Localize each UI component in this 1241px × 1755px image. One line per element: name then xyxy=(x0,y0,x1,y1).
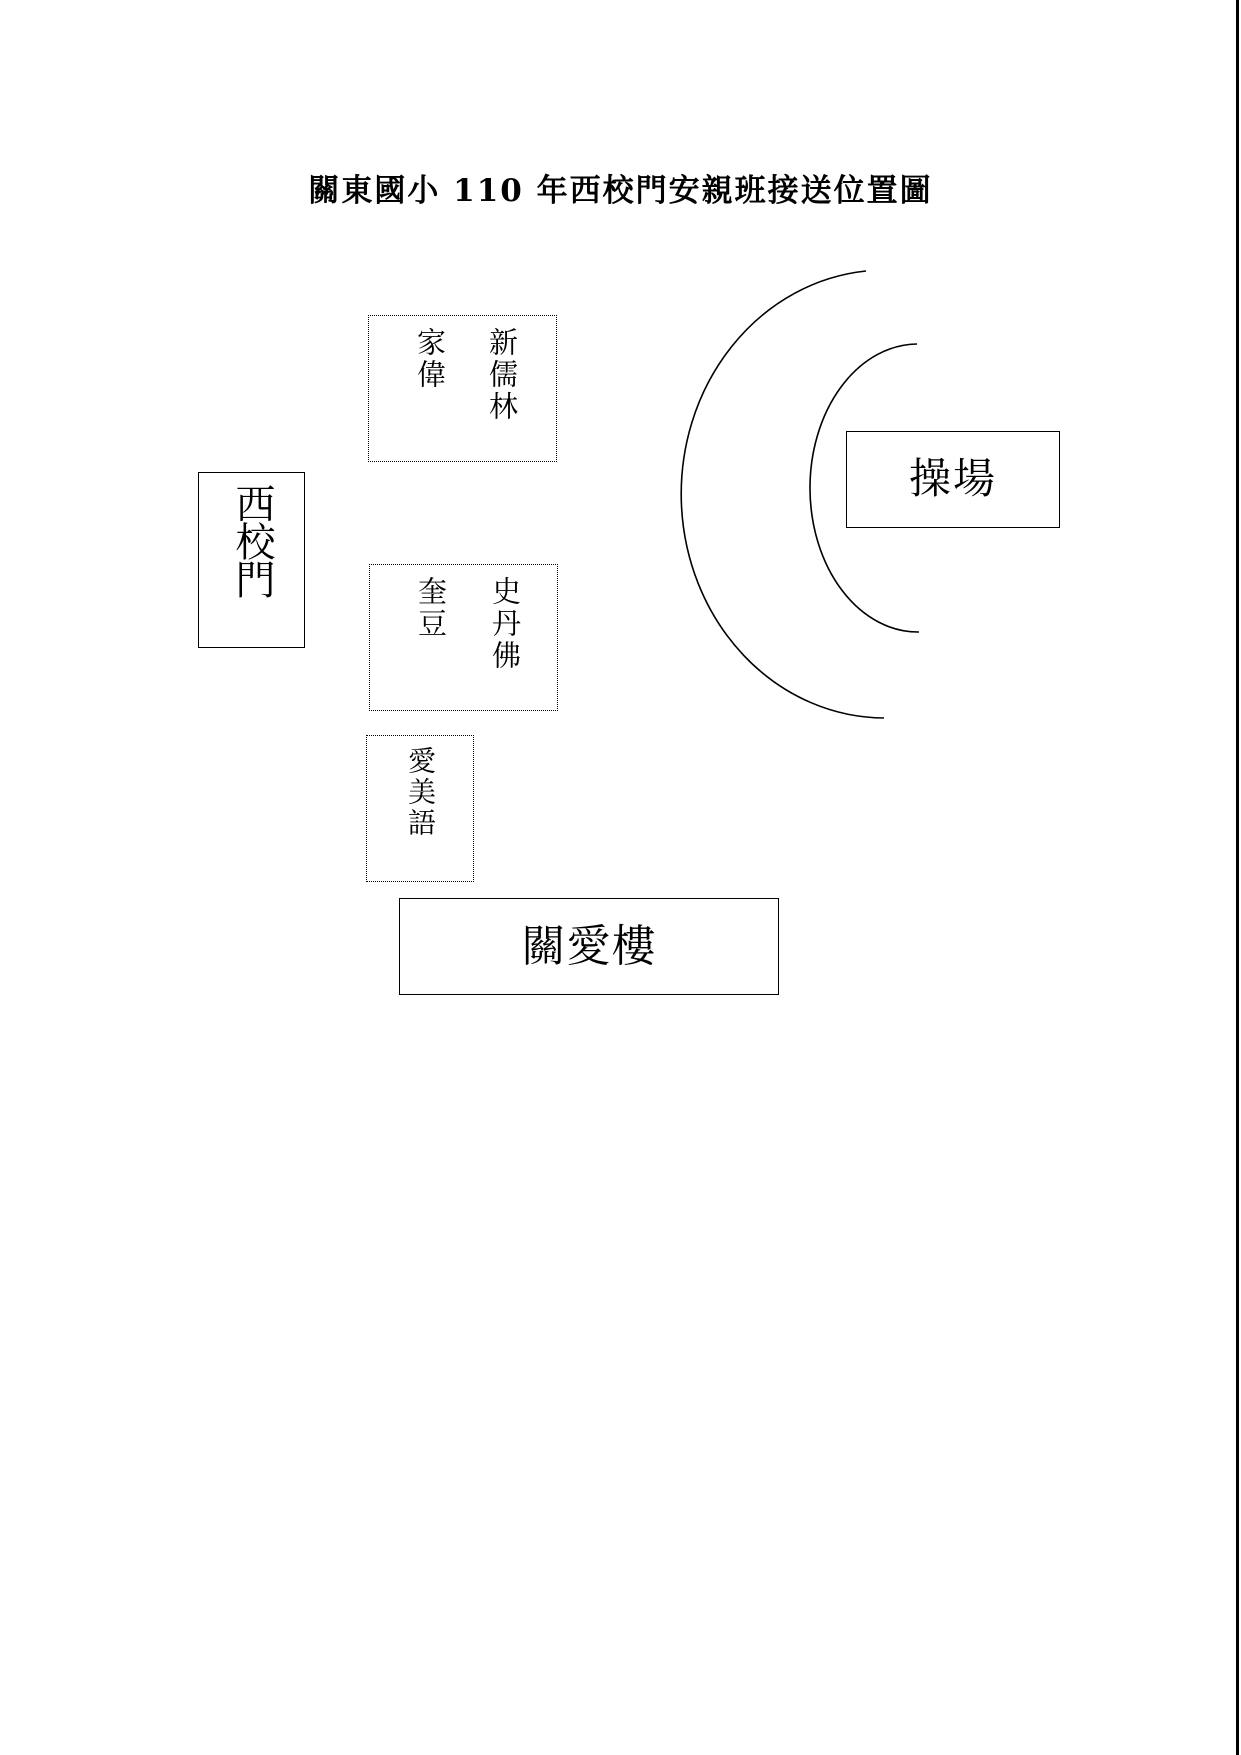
inner-track-arc xyxy=(810,344,919,632)
west-gate-label: 西校門 xyxy=(229,483,275,597)
pickup-zone-bottom-name: 愛美語 xyxy=(404,746,437,839)
pickup-zone-middle-right-name: 史丹佛 xyxy=(488,576,522,672)
pickup-zone-middle-left-name: 奎豆 xyxy=(414,576,448,640)
pickup-zone-top-right-name: 新儒林 xyxy=(485,327,519,423)
outer-track-arc xyxy=(681,271,884,718)
playground-label: 操場 xyxy=(908,454,997,503)
page-title: 關東國小 110 年西校門安親班接送位置圖 xyxy=(308,173,933,209)
pickup-zone-top-left-name: 家偉 xyxy=(413,327,447,391)
guanai-building-label: 關愛樓 xyxy=(521,921,657,972)
